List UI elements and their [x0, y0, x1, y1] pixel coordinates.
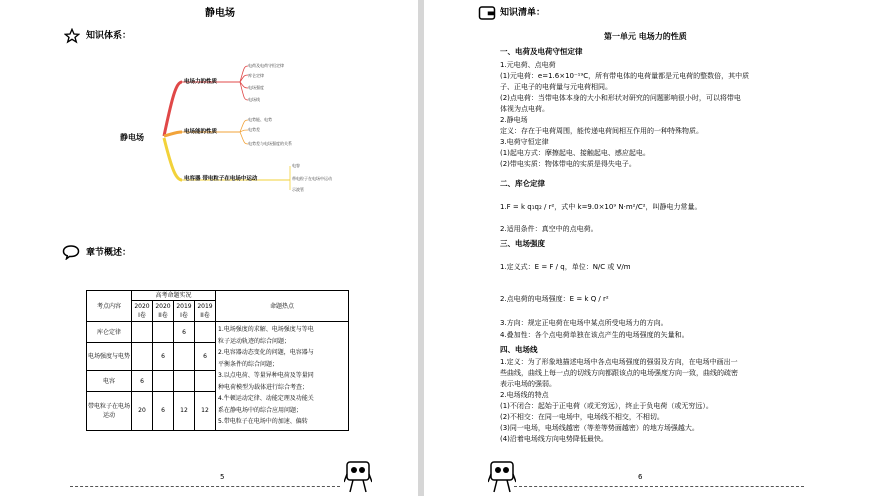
- branch-2-curve: [164, 132, 182, 136]
- text-line: (3)同一电场，电场线越密（等差等势面越密）的地方场强越大。: [500, 424, 699, 432]
- e-point-charge: 2.点电荷的电场强度：E = k Q / r²: [500, 295, 609, 303]
- section-knowledge-system: 知识体系：: [86, 31, 132, 41]
- table-row-name: 带电粒子在电场运动: [87, 392, 132, 430]
- th-year: 2019 I卷: [174, 301, 195, 322]
- text-line: 体视为点电荷。: [500, 105, 549, 113]
- text-line: 2.电场线的特点: [500, 391, 549, 399]
- text-line: (1)起电方式：摩擦起电、接触起电、感应起电。: [500, 149, 650, 157]
- mindmap-leaf: 电荷及电荷守恒定律: [248, 63, 284, 68]
- table-cell: [195, 322, 216, 343]
- mindmap-branch-2: 电场能的性质: [184, 129, 218, 135]
- page-number: 6: [638, 473, 643, 481]
- speech-bubble-icon: [62, 244, 80, 264]
- hot-topics: [216, 322, 349, 431]
- exam-table: [86, 290, 349, 431]
- text-line: 定义：存在于电荷周围，能传递电荷间相互作用的一种特殊物质。: [500, 127, 703, 135]
- mindmap-leaf: 电势差与电场强度的关系: [248, 141, 292, 146]
- mindmap: [118, 58, 358, 198]
- hot-line: 5.带电粒子在电场中的加速、偏转: [218, 418, 308, 425]
- table-cell: [174, 370, 195, 391]
- e-definition: 1.定义式：E = F / q，单位：N/C 或 V/m: [500, 263, 631, 271]
- heading-3: 三、电场强度: [500, 239, 545, 248]
- table-cell: [153, 322, 174, 343]
- wallet-icon: [478, 4, 496, 26]
- table-row-name: 库仑定律: [87, 322, 132, 343]
- page-right: [424, 0, 886, 496]
- table-cell: 6: [174, 322, 195, 343]
- mascot-icon: [488, 460, 516, 496]
- hot-line: 1.电场强度的求解、电场强度与等电: [218, 326, 314, 333]
- table-row-name: 电容: [87, 370, 132, 391]
- heading-1: 一、电荷及电荷守恒定律: [500, 47, 583, 56]
- mascot-icon: [344, 460, 372, 496]
- table-cell: 6: [132, 370, 153, 391]
- page-left: [0, 0, 418, 496]
- mindmap-branch-1: 电场力的性质: [184, 79, 218, 85]
- hot-line: 3.以点电荷、等量异种电荷及等量同: [218, 372, 314, 379]
- text-line: 1.元电荷、点电荷: [500, 61, 556, 69]
- section-chapter-overview: 章节概述：: [86, 248, 132, 258]
- table-cell: 6: [153, 392, 174, 430]
- hot-line: 平衡条件的综合问题；: [218, 360, 279, 368]
- mindmap-leaf: 带电粒子在电场中运动: [292, 176, 332, 181]
- text-line: (1)元电荷：e=1.6×10⁻¹⁹C，所有带电体的电荷量都是元电荷的整数倍，其中质: [500, 72, 750, 80]
- text-line: (2)点电荷：当带电体本身的大小和形状对研究的问题影响很小时，可以将带电: [500, 94, 741, 102]
- text-line: (4)沿着电场线方向电势降低最快。: [500, 435, 608, 443]
- heading-2: 二、库仑定律: [500, 179, 545, 188]
- text-line: (2)不相交：在同一电场中，电场线不相交，不相切。: [500, 413, 664, 421]
- th-year: 2019 II卷: [195, 301, 216, 322]
- text-line: 些曲线，曲线上每一点的切线方向都跟该点的电场强度方向一致，曲线的疏密: [500, 369, 738, 377]
- star-icon: [64, 28, 80, 48]
- th-point: 考点内容: [87, 291, 132, 322]
- th-year: 2020 II卷: [153, 301, 174, 322]
- text-line: (2)带电实质：物体带电的实质是得失电子。: [500, 160, 636, 168]
- mindmap-leaf: 电容: [292, 163, 300, 168]
- mindmap-branch-3: 电容器 带电粒子在电场中运动: [184, 176, 258, 182]
- hot-line: 系在静电场中的综合应用问题；: [218, 406, 303, 414]
- mindmap-leaf: 库仑定律: [248, 73, 264, 78]
- hot-line: 2.电容器动态变化的问题，电容器与: [218, 349, 314, 356]
- table-row-name: 电场强度与电势: [87, 343, 132, 371]
- mindmap-leaf: 示波管: [292, 187, 304, 192]
- hot-line: 4.牛顿运动定律、动能定理及功能关: [218, 395, 314, 402]
- mindmap-leaf: 电场强度: [248, 85, 264, 90]
- footer-divider: [70, 486, 340, 487]
- table-cell: [132, 322, 153, 343]
- text-line: 4.叠加性：各个点电荷单独在该点产生的电场强度的矢量和。: [500, 331, 689, 339]
- text-line: 1.定义：为了形象地描述电场中各点电场强度的强弱及方向，在电场中画出一: [500, 358, 738, 366]
- page-number: 5: [220, 473, 225, 481]
- mindmap-leaf: 电场线: [248, 97, 260, 102]
- table-cell: [132, 343, 153, 371]
- table-cell: 6: [153, 343, 174, 371]
- text-line: 子、正电子的电荷量与元电荷相同。: [500, 83, 612, 91]
- page-title: 静电场: [205, 8, 235, 19]
- branch-1-curve: [164, 82, 182, 136]
- mindmap-leaf: 电势能、电势: [248, 117, 272, 122]
- table-cell: 20: [132, 392, 153, 430]
- table-cell: 12: [195, 392, 216, 430]
- table-cell: [174, 343, 195, 371]
- section-knowledge-list: 知识清单：: [500, 8, 546, 18]
- table-cell: [153, 370, 174, 391]
- coulomb-formula: 1.F = k q₁q₂ / r²，式中 k=9.0×10⁹ N·m²/C²，叫静电力常量。: [500, 203, 702, 211]
- text-line: 表示电场的强弱。: [500, 380, 556, 388]
- mindmap-center: 静电场: [120, 133, 144, 142]
- th-hot: 命题热点: [216, 291, 349, 322]
- th-group: 高考命题实况: [132, 291, 216, 301]
- table-cell: 6: [195, 343, 216, 371]
- text-line: 2.适用条件：真空中的点电荷。: [500, 225, 598, 233]
- table-cell: 12: [174, 392, 195, 430]
- mindmap-leaf: 电势差: [248, 127, 260, 132]
- table-cell: [195, 370, 216, 391]
- s1-block: [500, 60, 749, 170]
- unit-title: 第一单元 电场力的性质: [604, 32, 687, 41]
- th-year: 2020 I卷: [132, 301, 153, 322]
- hot-line: 粒子运动轨迹的综合问题；: [218, 337, 291, 345]
- text-line: (1)不闭合：起始于正电荷（或无穷远），终止于负电荷（或无穷远）。: [500, 402, 713, 410]
- hot-line: 种电荷模型为载体进行综合考查；: [218, 383, 309, 391]
- text-line: 3.方向：规定正电荷在电场中某点所受电场力的方向。: [500, 319, 668, 327]
- heading-4: 四、电场线: [500, 345, 538, 354]
- text-line: 2.静电场: [500, 116, 528, 124]
- s4-block: [500, 357, 738, 445]
- branch-3-curve: [164, 138, 182, 180]
- footer-divider: [514, 486, 804, 487]
- text-line: 3.电荷守恒定律: [500, 138, 549, 146]
